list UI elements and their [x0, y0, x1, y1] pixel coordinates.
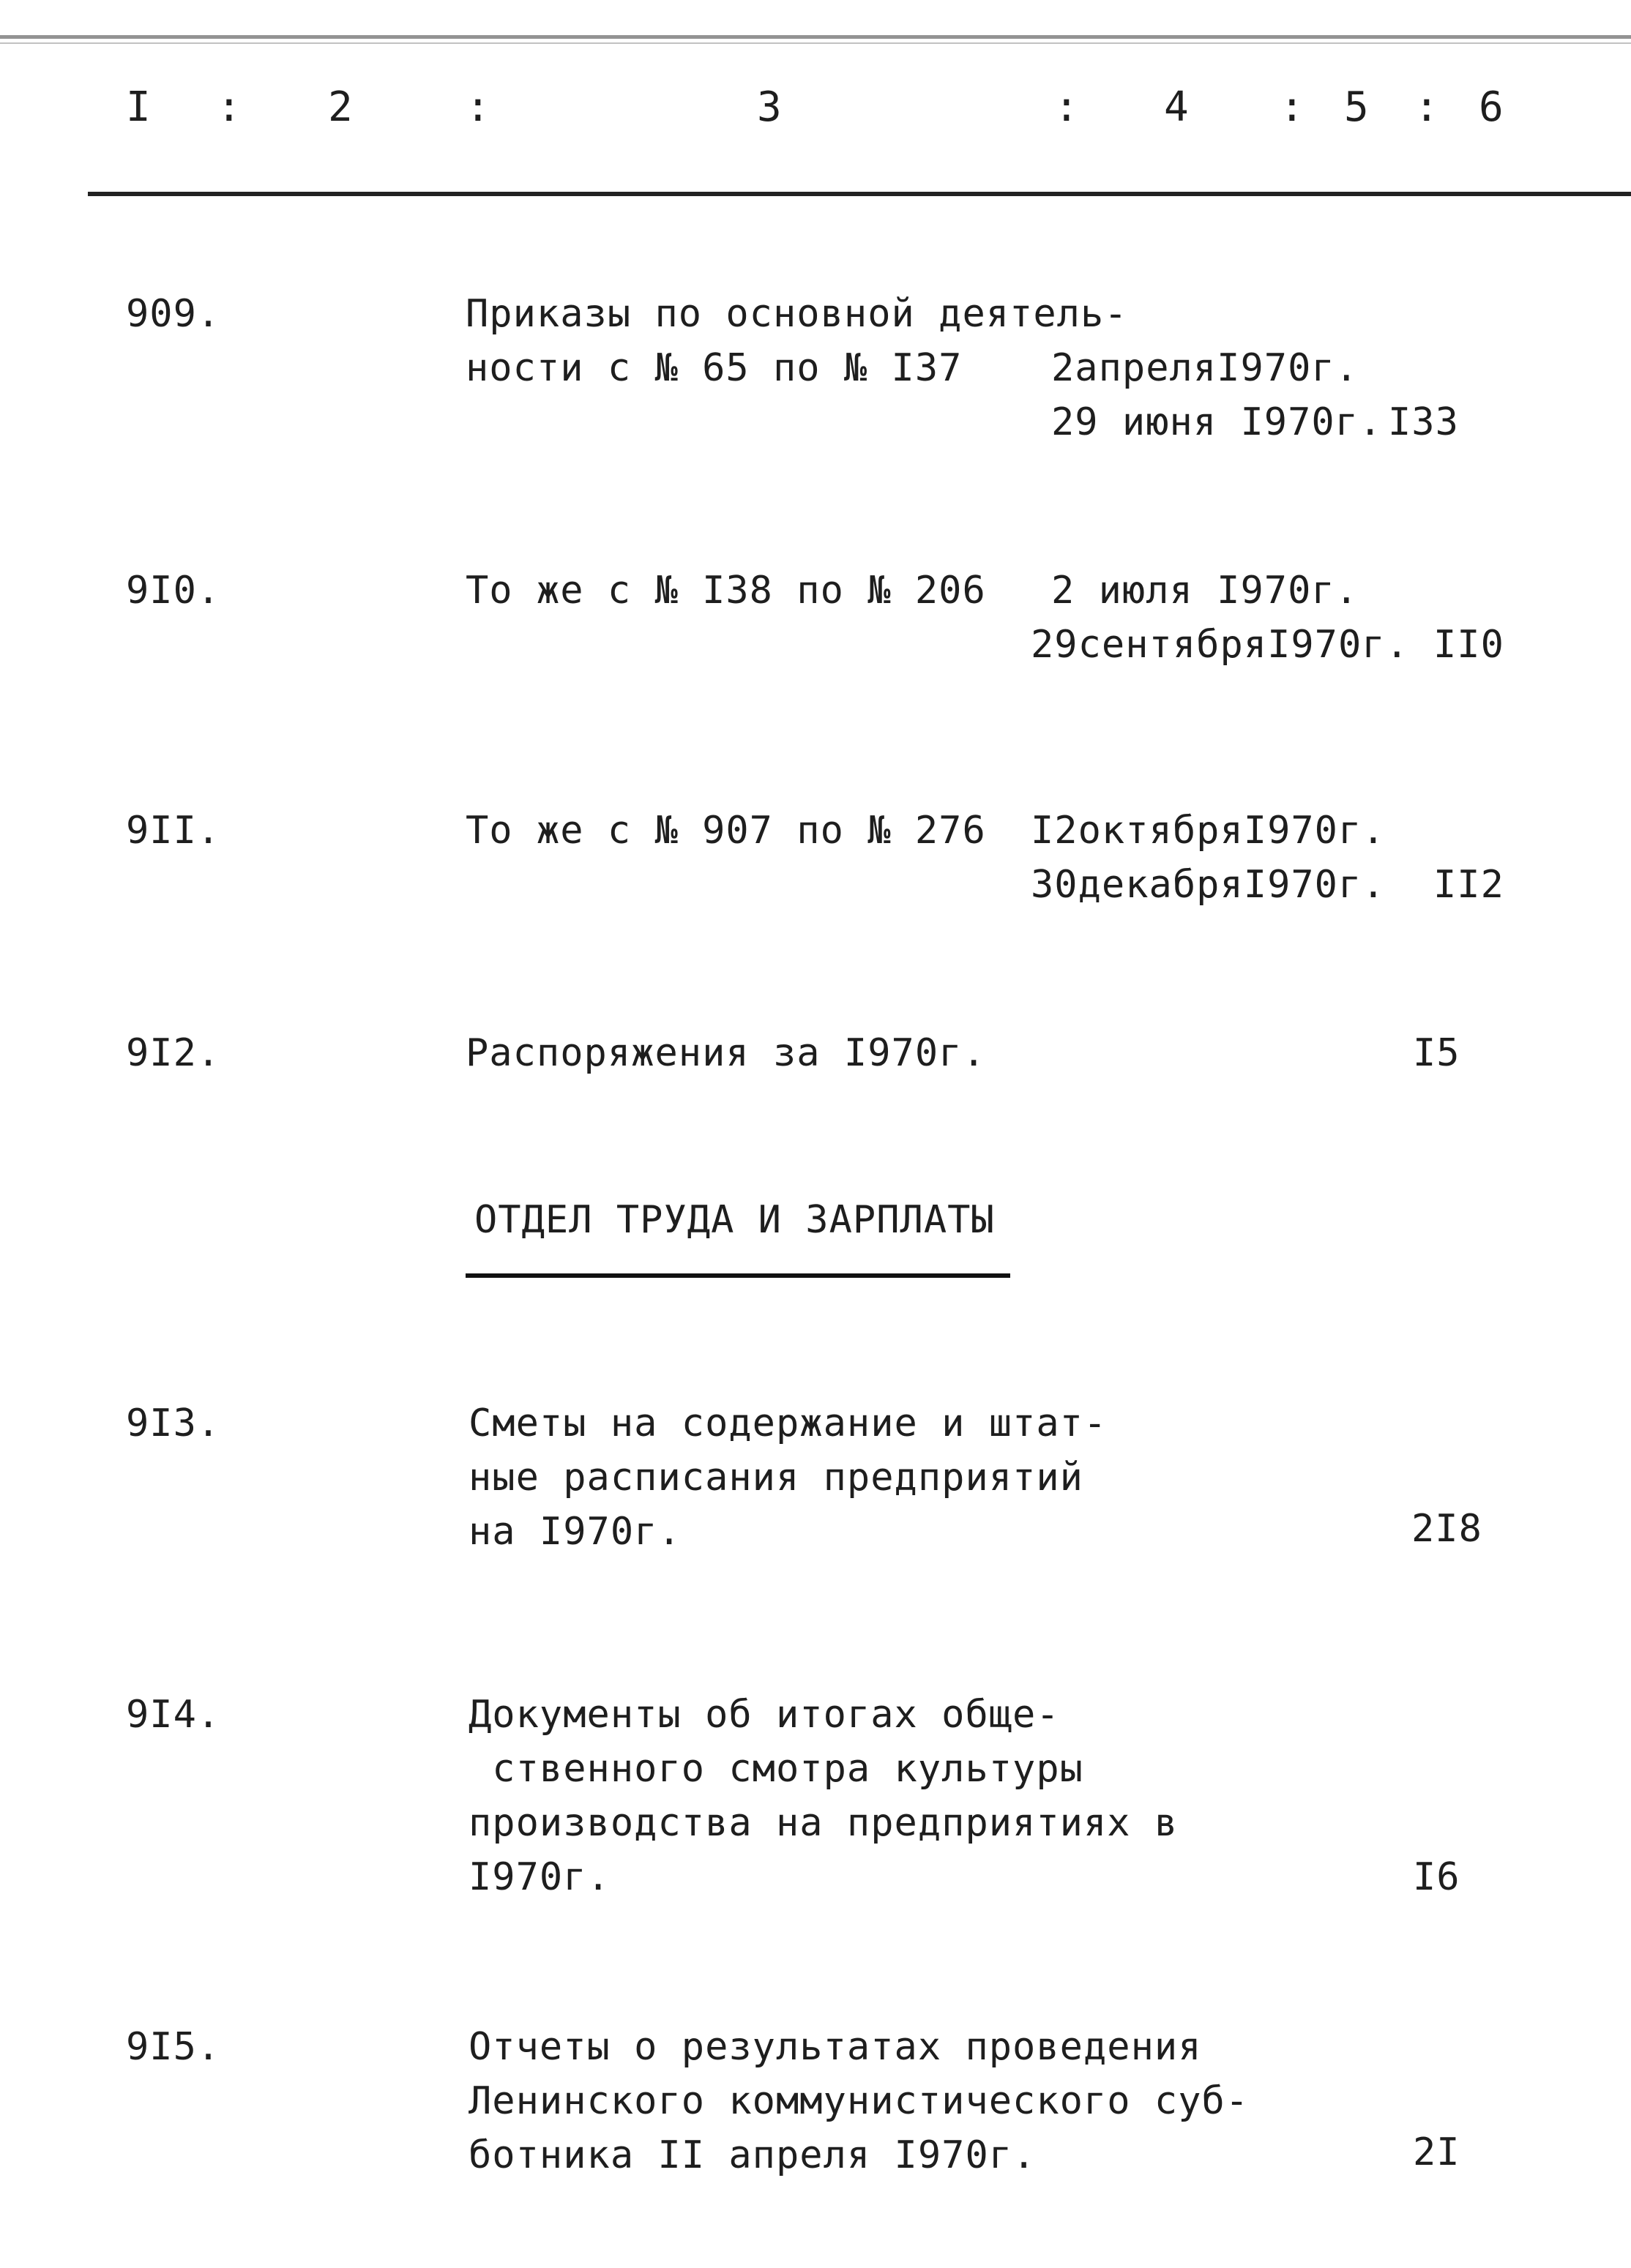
entry-sheet-count: II0 — [1433, 623, 1504, 667]
top-edge-rule-secondary — [0, 42, 1631, 44]
col-separator: : — [217, 83, 242, 131]
entry-title-line: на I970г. — [469, 1510, 682, 1554]
col-6-header: 6 — [1479, 83, 1504, 131]
entry-number: 9I3. — [126, 1401, 221, 1445]
entry-sheet-count: I6 — [1413, 1855, 1460, 1899]
entry-title-line: I970г. — [469, 1855, 611, 1899]
entry-title-line: Отчеты о результатах проведения — [469, 2025, 1202, 2069]
entry-title-line: ственного смотра культуры — [469, 1747, 1083, 1791]
entry-title-line: Приказы по основной деятель- — [466, 292, 1128, 336]
entry-title-line: Сметы на содержание и штат- — [469, 1401, 1108, 1445]
entry-title-line: Документы об итогах обще- — [469, 1693, 1060, 1737]
entry-sheet-count: 2I8 — [1411, 1507, 1482, 1551]
entry-date-end: 29 июня I970г. — [1051, 400, 1383, 444]
entry-sheet-count: I33 — [1388, 400, 1459, 444]
entry-sheet-count: I5 — [1413, 1031, 1460, 1075]
entry-title-line: ности с № 65 по № I37 — [466, 346, 963, 390]
entry-title-line: Ленинского коммунистического суб- — [469, 2079, 1250, 2123]
entry-title-line: Распоряжения за I970г. — [466, 1031, 986, 1075]
entry-title-line: производства на предприятиях в — [469, 1801, 1179, 1845]
entry-date-start: 2 июля I970г. — [1051, 569, 1359, 613]
entry-title-line: ные расписания предприятий — [469, 1456, 1083, 1500]
entry-number: 9I0. — [126, 569, 221, 613]
col-separator: : — [1280, 83, 1305, 131]
entry-date-end: 30декабряI970г. — [1031, 863, 1386, 907]
entry-number: 9I4. — [126, 1693, 221, 1737]
col-separator: : — [1054, 83, 1079, 131]
entry-number: 9II. — [126, 809, 221, 853]
section-heading-underline — [466, 1273, 1010, 1278]
entry-title-line: То же с № 907 по № 276 — [466, 809, 986, 853]
entry-date-start: 2апреляI970г. — [1051, 346, 1359, 390]
col-separator: : — [1414, 83, 1439, 131]
entry-title-line: ботника II апреля I970г. — [469, 2133, 1037, 2177]
entry-number: 9I5. — [126, 2025, 221, 2069]
col-3-header: 3 — [757, 83, 782, 131]
entry-number: 909. — [126, 292, 221, 336]
top-edge-rule — [0, 35, 1631, 39]
col-4-header: 4 — [1164, 83, 1189, 131]
entry-number: 9I2. — [126, 1031, 221, 1075]
col-5-header: 5 — [1344, 83, 1369, 131]
section-heading: ОТДЕЛ ТРУДА И ЗАРПЛАТЫ — [474, 1198, 995, 1242]
col-separator: : — [466, 83, 490, 131]
entry-sheet-count: 2I — [1413, 2130, 1460, 2174]
entry-title-line: То же с № I38 по № 206 — [466, 569, 986, 613]
col-1-header: I — [126, 83, 151, 131]
entry-sheet-count: II2 — [1433, 863, 1504, 907]
entry-date-start: I2октябряI970г. — [1031, 809, 1386, 853]
col-2-header: 2 — [328, 83, 353, 131]
entry-date-end: 29сентябряI970г. — [1031, 623, 1409, 667]
header-rule — [88, 192, 1631, 196]
